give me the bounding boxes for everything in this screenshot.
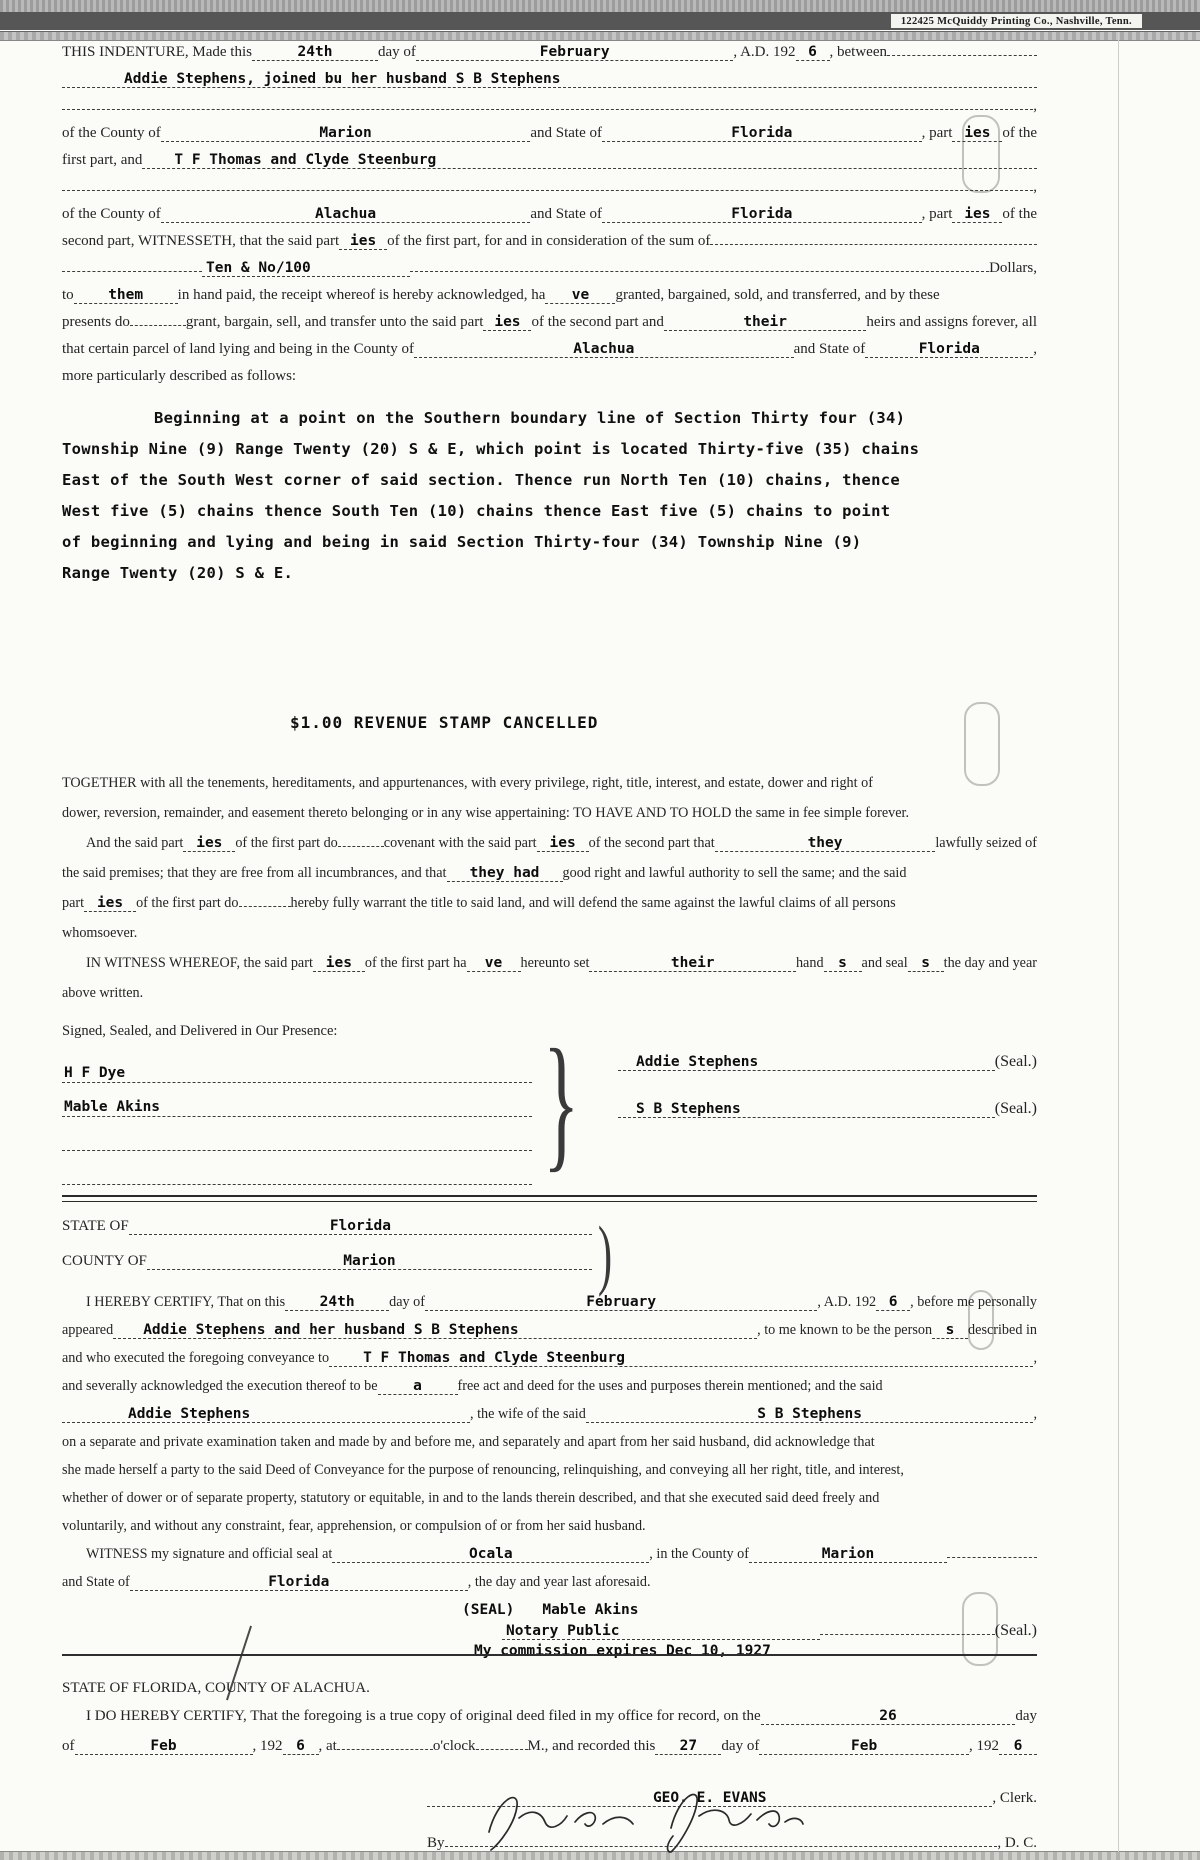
state-fill: Florida	[865, 341, 1033, 358]
printed-text: , between	[829, 44, 887, 60]
notary-certification	[62, 1294, 1037, 1602]
sealer-row	[618, 1100, 1037, 1147]
covenant-line-1	[62, 835, 1037, 865]
witness-clause-line-2	[62, 985, 1037, 1015]
printed-text: o'clock	[432, 1738, 476, 1754]
county-fill: Marion	[147, 1253, 592, 1270]
grantee-fill: T F Thomas and Clyde Steenburg	[142, 152, 1037, 169]
month-fill: February	[416, 44, 734, 61]
witness-seal-line-2	[62, 1574, 1037, 1602]
printed-text: ,	[1033, 1350, 1037, 1366]
witness-name: H F Dye	[64, 1065, 126, 1081]
scanner-band-top	[0, 0, 1200, 13]
record-year-fill: 6	[283, 1738, 319, 1755]
covenant-line-2	[62, 865, 1037, 895]
printed-text: free act and deed for the uses and purposes therein mentioned; and the said	[457, 1378, 883, 1394]
revenue-stamp-note: $1.00 REVENUE STAMP CANCELLED	[290, 713, 599, 732]
they-had-fill: they had	[447, 865, 563, 882]
printed-text: , the day and year last aforesaid.	[467, 1574, 651, 1590]
deputy-row	[427, 1826, 1037, 1860]
parties-fill: ies	[339, 233, 387, 250]
dotted-leader	[62, 188, 1033, 191]
venue-block	[62, 1210, 1037, 1297]
scanner-band-dark	[0, 13, 1200, 30]
recorded-year-fill: 6	[999, 1738, 1037, 1755]
second-party-line-1	[62, 206, 1037, 233]
month-fill: February	[425, 1294, 817, 1311]
printed-text: grant, bargain, sell, and transfer unto the said part	[185, 314, 484, 330]
parties-fill: ies	[537, 835, 589, 852]
certify-line-4	[62, 1378, 1037, 1406]
printed-text: heirs and assigns forever, all	[866, 314, 1037, 330]
printed-text: granted, bargained, sold, and transferred, and by these	[615, 287, 940, 303]
county-of-row	[62, 1253, 592, 1288]
certify-line-2	[62, 1322, 1037, 1350]
record-day-fill: 26	[761, 1708, 1016, 1725]
printed-text: lawfully seized of	[935, 835, 1037, 851]
county-fill: Marion	[161, 125, 531, 142]
year-fill: 6	[796, 44, 830, 61]
dotted-leader	[476, 1747, 528, 1750]
printed-text: of the first part, for and in consideration of the sum of	[387, 233, 711, 249]
dotted-leader	[887, 53, 1037, 56]
state-fill: Florida	[602, 125, 922, 142]
printed-text: in hand paid, the receipt whereof is hereby acknowledged, ha	[177, 287, 546, 303]
day-fill: 24th	[285, 1294, 389, 1311]
printed-text: and seal	[861, 955, 908, 971]
state-of-row	[62, 1218, 592, 1253]
recorded-day-fill: 27	[655, 1738, 721, 1755]
s-fill: s	[824, 955, 862, 972]
described-line	[62, 368, 1037, 395]
deputy-signature-line	[445, 1826, 998, 1847]
printed-text: WITNESS my signature and official seal at	[86, 1546, 333, 1562]
description-line: Township Nine (9) Range Twenty (20) S & E, which point is located Thirty-five (35) chains	[62, 440, 920, 458]
witness-name: Mable Akins	[64, 1099, 161, 1115]
dotted-leader	[338, 844, 384, 847]
seal-label: (Seal.)	[994, 1622, 1037, 1639]
printed-text: Dollars,	[989, 260, 1037, 276]
printed-text: , 192	[969, 1738, 999, 1754]
printed-text: By	[427, 1835, 445, 1851]
first-party-line-1	[62, 125, 1037, 152]
s-fill: s	[932, 1322, 968, 1339]
printed-text: and State of	[530, 125, 602, 141]
printed-text: , before me personally	[910, 1294, 1037, 1310]
printed-text: and State of	[793, 341, 866, 357]
printed-text: more particularly described as follows:	[62, 368, 297, 384]
printed-text: , Clerk.	[992, 1790, 1037, 1806]
printed-text: and State of	[62, 1574, 130, 1590]
signature-block	[62, 1019, 1037, 1185]
printed-text: day of	[721, 1738, 760, 1754]
record-month-fill: Feb	[75, 1738, 253, 1755]
dotted-leader	[947, 1555, 1037, 1558]
printed-text: presents do	[62, 314, 130, 330]
they-fill: they	[715, 835, 936, 852]
witness-seal-line-1	[62, 1546, 1037, 1574]
brace-glyph: )	[597, 1210, 613, 1297]
printed-text: whomsoever.	[62, 925, 138, 941]
printed-text: I DO HEREBY CERTIFY, That the foregoing is a true copy of original deed filed in my office for record, on the	[86, 1708, 761, 1724]
county-fill: Alachua	[414, 341, 794, 358]
seal-label: (Seal.)	[994, 1053, 1037, 1070]
parties-fill: ies	[183, 835, 235, 852]
printed-text: that certain parcel of land lying and being in the County of	[62, 341, 414, 357]
state-fill: Florida	[130, 1574, 468, 1591]
description-line: Range Twenty (20) S & E.	[62, 564, 294, 582]
certify-line-3	[62, 1350, 1037, 1378]
printed-text: the day and year	[943, 955, 1037, 971]
printed-text: the said premises; that they are free from all incumbrances, and that	[62, 865, 447, 881]
commission-text: My commission expires Dec 10, 1927	[474, 1643, 771, 1659]
printed-text: described in	[968, 1322, 1037, 1338]
witness-signature-row	[62, 1083, 532, 1117]
printed-text: appeared	[62, 1322, 114, 1338]
printed-text: above written.	[62, 985, 144, 1001]
grantor-fill: Addie Stephens, joined bu her husband S B Stephens	[62, 71, 1037, 88]
description-line: Beginning at a point on the Southern boundary line of Section Thirty four (34)	[154, 409, 906, 427]
printed-text: good right and lawful authority to sell the same; and the said	[562, 865, 907, 881]
clerk-venue	[62, 1680, 1037, 1708]
printed-text: ,	[1033, 179, 1037, 195]
printed-text: hereunto set	[520, 955, 590, 971]
paid-line	[62, 287, 1037, 314]
recorded-month-fill: Feb	[759, 1738, 969, 1755]
printed-text: day of	[377, 44, 416, 60]
dotted-leader	[337, 1747, 433, 1750]
opening-line-3	[62, 98, 1037, 125]
printed-text: ,	[1033, 98, 1037, 114]
printed-text: THIS INDENTURE, Made this	[62, 44, 252, 60]
printed-text: , D. C.	[997, 1835, 1037, 1851]
printer-imprint: 122425 McQuiddy Printing Co., Nashville, Tenn.	[891, 14, 1142, 28]
brace-glyph: }	[543, 1019, 580, 1185]
witness-clause-line-1	[62, 955, 1037, 985]
dotted-leader	[62, 269, 202, 272]
presence-label: Signed, Sealed, and Delivered in Our Presence:	[62, 1023, 338, 1039]
printed-text: first part, and	[62, 152, 143, 168]
sum-fill: Ten & No/100	[202, 260, 410, 277]
a-fill: a	[378, 1378, 458, 1395]
ve-fill: ve	[467, 955, 521, 972]
description-line: West five (5) chains thence South Ten (10) chains thence East five (5) chains to point	[62, 502, 891, 520]
witnesseth-line	[62, 233, 1037, 260]
printed-text: hand	[795, 955, 824, 971]
parties-fill: ies	[952, 125, 1002, 142]
section-divider	[62, 1195, 1037, 1202]
appeared-fill: Addie Stephens and her husband S B Stephens	[113, 1322, 757, 1339]
sum-line	[62, 260, 1037, 287]
strike-line	[62, 1654, 1037, 1656]
dotted-leader	[410, 269, 989, 272]
seal-caption: (SEAL)	[462, 1602, 515, 1618]
sealer-row	[618, 1053, 1037, 1100]
dotted-leader	[820, 1632, 995, 1635]
description-line: of beginning and lying and being in said Section Thirty-four (34) Township Nine (9)	[62, 533, 862, 551]
printed-text: TOGETHER with all the tenements, hereditaments, and appurtenances, with every privilege, right, title, interest, and estate, dower and right of	[62, 775, 873, 791]
grantor-signature: Addie Stephens	[618, 1054, 995, 1071]
printed-text: , at	[318, 1738, 337, 1754]
covenant-line-4	[62, 925, 1037, 955]
covenant-line-3	[62, 895, 1037, 925]
place-fill: Ocala	[332, 1546, 649, 1563]
clerk-certify-line-2	[62, 1738, 1037, 1768]
ve-fill: ve	[545, 287, 615, 304]
printed-text: part	[62, 895, 85, 911]
state-fill: Florida	[129, 1218, 592, 1235]
notary-title: Notary Public	[502, 1623, 820, 1640]
printed-text: voluntarily, and without any constraint, fear, apprehension, or compulsion of or from her said husband.	[62, 1518, 646, 1534]
printed-text: of the	[1002, 125, 1037, 141]
them-fill: them	[74, 287, 178, 304]
printed-text: and severally acknowledged the execution thereof to be	[62, 1378, 378, 1394]
dotted-leader	[130, 323, 186, 326]
printed-text: of the first part do	[136, 895, 239, 911]
printed-text: , A.D. 192	[733, 44, 796, 60]
printed-text: dower, reversion, remainder, and easement thereto belonging or in any wise appertaining: TO HAVE AND TO HOLD the same in fee simple forever.	[62, 805, 909, 821]
printed-text: to	[62, 287, 74, 303]
parties-fill: ies	[952, 206, 1002, 223]
page-edge-line	[1118, 32, 1119, 1852]
description-line: East of the South West corner of said section. Thence run North Ten (10) chains, thence	[62, 471, 900, 489]
husband-fill: S B Stephens	[586, 1406, 1034, 1423]
printed-text: of the first part do	[235, 835, 338, 851]
printed-text: , 192	[252, 1738, 283, 1754]
printed-text: she made herself a party to the said Deed of Conveyance for the purpose of renouncing, relinquishing, and conveying all her right, title, and interest,	[62, 1462, 904, 1478]
day-fill: 24th	[252, 44, 378, 61]
conveyance-to-fill: T F Thomas and Clyde Steenburg	[329, 1350, 1033, 1367]
certify-line-5	[62, 1406, 1037, 1434]
parties-fill: ies	[313, 955, 365, 972]
dotted-leader	[710, 242, 1037, 245]
county-fill: Alachua	[161, 206, 531, 223]
commission-row	[62, 1642, 1037, 1666]
notary-name: Mable Akins	[542, 1602, 639, 1618]
printed-text: of the first part ha	[364, 955, 467, 971]
scanner-band-lower	[0, 31, 1200, 41]
printed-text: hereby fully warrant the title to said land, and will defend the same against the lawful claims of all persons	[290, 895, 896, 911]
printed-text: of the second part that	[588, 835, 715, 851]
printed-text: of	[62, 1738, 75, 1754]
printed-text: and who executed the foregoing conveyance to	[62, 1350, 330, 1366]
printed-text: day of	[389, 1294, 425, 1310]
printed-text: M., and recorded this	[527, 1738, 656, 1754]
printed-text: and State of	[530, 206, 602, 222]
printed-text: , A.D. 192	[817, 1294, 877, 1310]
printed-text: And the said part	[86, 835, 184, 851]
printed-text: , part	[921, 206, 953, 222]
wife-fill: Addie Stephens	[62, 1406, 470, 1423]
printed-text: , the wife of the said	[470, 1406, 586, 1422]
printed-text: , in the County of	[649, 1546, 749, 1562]
grantor-signature: S B Stephens	[618, 1101, 995, 1118]
first-party-line-2	[62, 152, 1037, 179]
printed-text: IN WITNESS WHEREOF, the said part	[86, 955, 313, 971]
printed-text: whether of dower or of separate property, statutory or equitable, in and to the lands therein described, and that she executed said deed freely and	[62, 1490, 880, 1506]
dotted-leader	[62, 107, 1033, 110]
their-fill: their	[589, 955, 795, 972]
witness-signature-row	[62, 1151, 532, 1185]
certify-line-1	[62, 1294, 1037, 1322]
dotted-leader	[239, 904, 291, 907]
witness-signature-row	[62, 1117, 532, 1151]
printed-text: , to me known to be the person	[757, 1322, 933, 1338]
parties-fill: ies	[483, 314, 531, 331]
county-fill: Marion	[749, 1546, 947, 1563]
year-fill: 6	[876, 1294, 910, 1311]
printed-text: STATE OF FLORIDA, COUNTY OF ALACHUA.	[62, 1680, 370, 1696]
seal-label: (Seal.)	[994, 1100, 1037, 1117]
printed-text: ,	[1033, 1406, 1037, 1422]
printed-text: covenant with the said part	[383, 835, 537, 851]
printed-text: on a separate and private examination taken and made by and before me, and separately and apart from her said husband, did acknowledge that	[62, 1434, 875, 1450]
printed-text: of the County of	[62, 125, 161, 141]
parcel-line	[62, 341, 1037, 368]
printed-text: ,	[1033, 341, 1037, 357]
opening-line-2	[62, 71, 1037, 98]
their-fill: their	[664, 314, 866, 331]
s-fill: s	[908, 955, 944, 972]
printed-text: , part	[921, 125, 953, 141]
notary-title-row	[502, 1622, 1037, 1642]
notary-seal-row	[462, 1602, 1037, 1622]
printed-text: I HEREBY CERTIFY, That on this	[86, 1294, 286, 1310]
grant-line	[62, 314, 1037, 341]
clerk-certify-line-1	[62, 1708, 1037, 1738]
habendum-clause	[62, 775, 1037, 1015]
printed-text: STATE OF	[62, 1218, 129, 1234]
printed-text: second part, WITNESSETH, that the said part	[62, 233, 340, 249]
clerk-name: GEO. E. EVANS	[427, 1790, 992, 1807]
opening-line-1	[62, 44, 1037, 71]
printed-text: COUNTY OF	[62, 1253, 147, 1269]
printed-text: of the	[1002, 206, 1037, 222]
state-fill: Florida	[602, 206, 922, 223]
handwritten-signature	[475, 1788, 805, 1852]
parties-fill: ies	[84, 895, 136, 912]
legal-description	[62, 409, 1037, 595]
printed-text: day	[1015, 1708, 1037, 1724]
printed-text: of the County of	[62, 206, 161, 222]
printed-text: of the second part and	[531, 314, 664, 330]
first-party-line-3	[62, 179, 1037, 206]
witness-signature-row	[62, 1049, 532, 1083]
